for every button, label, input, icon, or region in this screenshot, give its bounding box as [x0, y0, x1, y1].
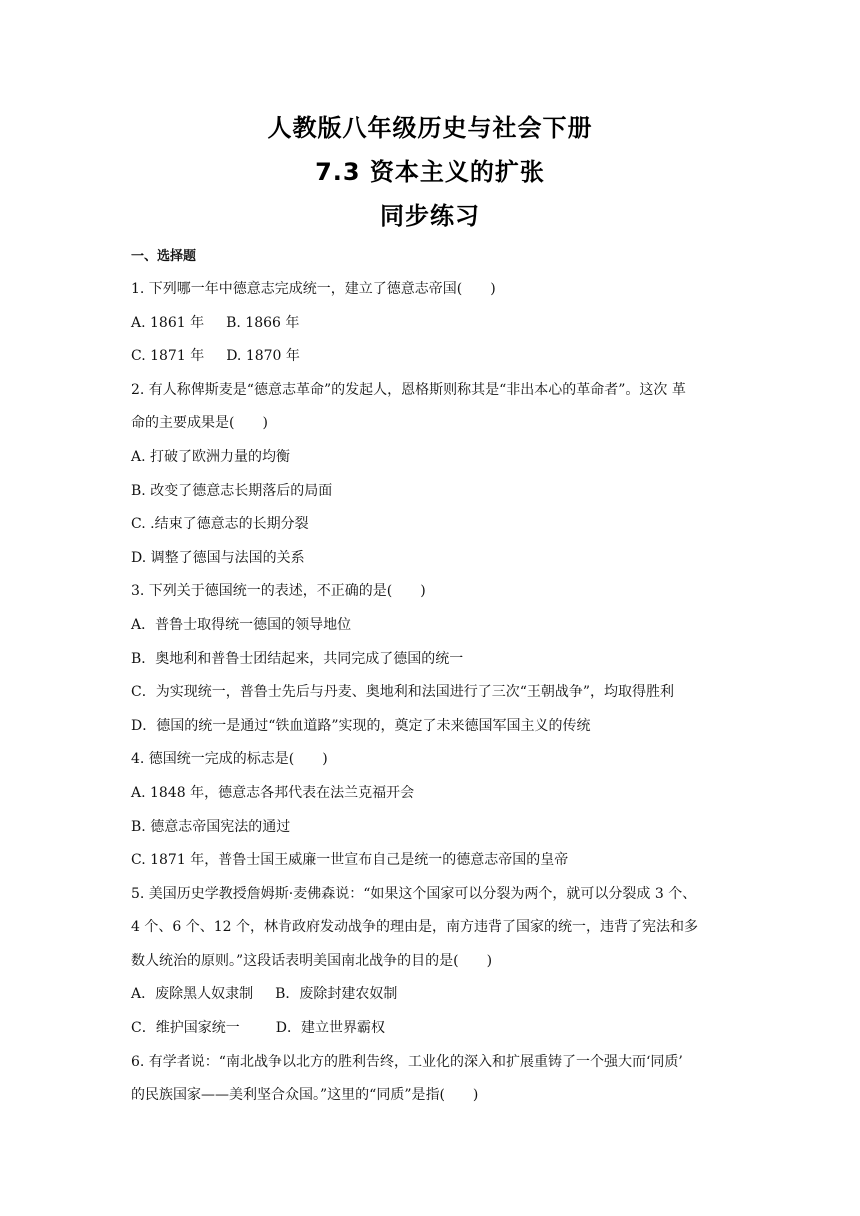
question-5-option-c: C．维护国家统一: [131, 1020, 240, 1037]
question-5-option-d: D．建立世界霸权: [275, 1020, 385, 1037]
title-line-1: 人教版八年级历史与社会下册: [267, 114, 593, 142]
question-list: [131, 243, 731, 1113]
question-2-option-a: A. 打破了欧洲力量的均衡: [131, 448, 291, 465]
question-1-option-row: [131, 307, 731, 341]
question-2-stem-line: 命的主要成果是( ): [131, 415, 268, 432]
question-1-option-row: [131, 340, 731, 374]
question-5-option-row: [131, 1012, 731, 1046]
question-4-stem: 4. 德国统一完成的标志是( ): [131, 751, 328, 768]
question-2-option-d: D. 调整了德国与法国的关系: [131, 549, 305, 566]
question-6-stem-line: 的民族国家——美利坚合众国。”这里的“同质”是指( ): [131, 1087, 479, 1104]
question-4-option-c: C. 1871 年，普鲁士国王威廉一世宣布自己是统一的德意志帝国的皇帝: [131, 852, 569, 869]
question-3-option-b: B．奥地利和普鲁士团结起来，共同完成了德国的统一: [131, 650, 464, 667]
question-6-stem-line: 6. 有学者说：“南北战争以北方的胜利告终，工业化的深入和扩展重铸了一个强大而‘同质’: [131, 1053, 683, 1070]
question-5-option-row: [131, 978, 731, 1012]
question-2-option-b: B. 改变了德意志长期落后的局面: [131, 482, 333, 499]
question-4-option-a: A. 1848 年，德意志各邦代表在法兰克福开会: [131, 784, 415, 801]
question-1-option-c: C. 1871 年: [131, 348, 205, 365]
question-3-stem: 3. 下列关于德国统一的表述，不正确的是( ): [131, 583, 426, 600]
question-5-stem-line: 5. 美国历史学教授詹姆斯·麦佛森说：“如果这个国家可以分裂为两个，就可以分裂成 3 个、: [131, 885, 697, 902]
question-3-option-a: A．普鲁士取得统一德国的领导地位: [131, 616, 352, 633]
question-5-option-b: B．废除封建农奴制: [275, 986, 398, 1003]
question-1-option-b: B. 1866 年: [226, 314, 300, 331]
question-5-option-a: A．废除黑人奴隶制: [131, 986, 254, 1003]
question-4-option-b: B. 德意志帝国宪法的通过: [131, 818, 291, 835]
question-5-stem-line: 4 个、6 个、12 个，林肯政府发动战争的理由是，南方违背了国家的统一，违背了宪法和多: [131, 919, 698, 936]
question-3-option-d: D．德国的统一是通过“铁血道路”实现的，奠定了未来德国军国主义的传统: [131, 717, 591, 734]
section-heading: 一、选择题: [131, 249, 197, 264]
question-1-stem: 1. 下列哪一年中德意志完成统一，建立了德意志帝国( ): [131, 281, 496, 297]
question-1-option-a: A. 1861 年: [131, 314, 205, 331]
question-1-option-d: D. 1870 年: [226, 348, 300, 365]
question-2-stem-line: 2. 有人称俾斯麦是“德意志革命”的发起人，恩格斯则称其是“非出本心的革命者”。这次 革: [131, 381, 686, 398]
title-line-2: 7.3 资本主义的扩张: [315, 158, 545, 186]
question-3-option-c: C．为实现统一，普鲁士先后与丹麦、奥地利和法国进行了三次“王朝战争”，均取得胜利: [131, 684, 675, 701]
question-2-option-c: C. .结束了德意志的长期分裂: [131, 516, 309, 533]
question-5-stem-line: 数人统治的原则。”这段话表明美国南北战争的目的是( ): [131, 952, 493, 969]
document-title: [0, 106, 860, 238]
title-line-3: 同步练习: [380, 202, 480, 230]
